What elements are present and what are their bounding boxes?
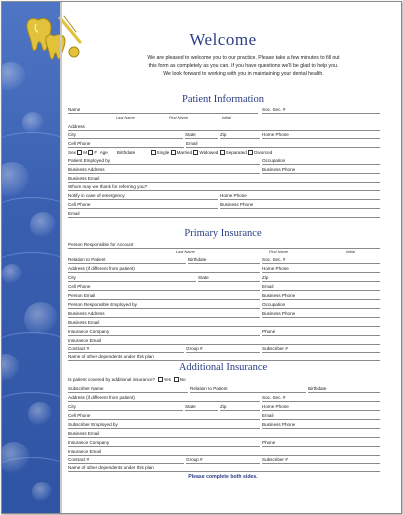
sex-f-label: F — [94, 150, 98, 155]
business-phone-field[interactable] — [262, 167, 380, 174]
business-phone-field[interactable] — [262, 422, 380, 429]
intro-line: We are pleased to welcome you to our practice. Please take a few minutes to fill out — [147, 55, 340, 61]
business-address-label: Business Address — [68, 311, 105, 316]
single-checkbox[interactable] — [151, 150, 156, 155]
footer-note: Please complete both sides. — [188, 474, 258, 480]
group-number-field[interactable] — [186, 457, 260, 464]
ssn-label: Soc. Sec. # — [262, 257, 286, 262]
contract-number-label: Contract # — [68, 457, 90, 462]
address-field[interactable] — [68, 124, 380, 131]
yes-checkbox[interactable] — [158, 377, 163, 382]
wave-decoration — [2, 457, 60, 488]
yes-label: Yes — [163, 377, 172, 382]
birthdate-field[interactable] — [188, 257, 260, 264]
dependents-field[interactable] — [68, 465, 380, 472]
separated-label: Separated — [225, 150, 247, 155]
person-email-label: Person Email — [68, 293, 96, 298]
bubble-decoration — [2, 162, 30, 198]
home-phone-field[interactable] — [262, 404, 380, 411]
emergency-business-phone-label: Business Phone — [220, 202, 254, 207]
sex-label: Sex — [68, 150, 76, 155]
insurance-email-label: Insurance Email — [68, 449, 101, 454]
address-label: Address — [68, 124, 85, 129]
zip-field[interactable] — [220, 404, 260, 411]
insurance-email-label: Insurance Email — [68, 338, 101, 343]
bubble-decoration — [2, 62, 26, 92]
first-name-caption: First Name — [269, 249, 289, 254]
zip-label: Zip — [220, 132, 227, 137]
city-label: City — [68, 404, 76, 409]
subscriber-number-field[interactable] — [262, 457, 380, 464]
additional-coverage-row — [68, 377, 186, 383]
group-number-label: Group # — [186, 346, 203, 351]
birthdate-label: Birthdate — [188, 257, 207, 262]
first-name-caption: First Name — [169, 115, 189, 120]
business-address-label: Business Address — [68, 167, 105, 172]
wave-decoration — [2, 392, 60, 423]
business-phone-label: Business Phone — [262, 311, 296, 316]
name-label: Name — [68, 107, 81, 112]
person-email-field[interactable] — [68, 293, 260, 300]
city-field[interactable] — [68, 404, 183, 411]
subscriber-name-label: Subscriber Name — [68, 386, 104, 391]
last-name-caption: Last Name — [176, 249, 195, 254]
state-field[interactable] — [185, 404, 218, 411]
business-address-field[interactable] — [68, 311, 260, 318]
occupation-label: Occupation — [262, 158, 286, 163]
wave-decoration — [2, 252, 60, 283]
address-label: Address (if different from patient) — [68, 266, 135, 271]
address-field[interactable] — [68, 266, 260, 273]
separated-checkbox[interactable] — [220, 150, 225, 155]
primary-insurance-heading: Primary Insurance — [184, 228, 262, 239]
phone-label: Phone — [262, 440, 276, 445]
divorced-label: Divorced — [254, 150, 273, 155]
business-email-label: Business Email — [68, 431, 100, 436]
zip-field[interactable] — [262, 275, 380, 282]
sex-marital-row — [68, 150, 272, 156]
initial-caption: Initial — [222, 115, 232, 120]
contract-number-field[interactable] — [68, 457, 184, 464]
emergency-cell-phone-field[interactable] — [68, 202, 218, 209]
business-phone-label: Business Phone — [262, 422, 296, 427]
sex-m-checkbox[interactable] — [77, 150, 82, 155]
emergency-contact-field[interactable] — [68, 193, 218, 200]
no-label: No — [179, 377, 186, 382]
cell-phone-label: Cell Phone — [68, 284, 91, 289]
city-label: City — [68, 275, 76, 280]
single-label: Single — [156, 150, 170, 155]
wave-decoration — [2, 197, 60, 228]
last-name-caption: Last Name — [116, 115, 135, 120]
email-field[interactable] — [186, 141, 380, 148]
responsible-person-label: Person Responsible for Account — [68, 242, 134, 247]
responsible-person-field[interactable] — [68, 242, 380, 249]
employer-label: Subscriber Employed by — [68, 422, 118, 427]
relation-field[interactable] — [68, 257, 186, 264]
wave-decoration — [2, 332, 60, 363]
business-email-field[interactable] — [68, 431, 380, 438]
birthdate-label: Birthdate — [308, 386, 327, 391]
referral-label: Whom may we thank for referring you? — [68, 184, 148, 189]
insurance-company-label: Insurance Company — [68, 329, 110, 334]
emergency-email-label: Email — [68, 211, 80, 216]
state-field[interactable] — [198, 275, 260, 282]
referral-field[interactable] — [68, 184, 380, 191]
no-checkbox[interactable] — [174, 377, 179, 382]
email-label: Email — [262, 284, 274, 289]
zip-field[interactable] — [220, 132, 260, 139]
married-checkbox[interactable] — [171, 150, 176, 155]
home-phone-field[interactable] — [262, 132, 380, 139]
cell-phone-field[interactable] — [68, 141, 184, 148]
employer-field[interactable] — [68, 302, 260, 309]
decorative-sidebar — [2, 2, 60, 513]
business-address-field[interactable] — [68, 167, 260, 174]
home-phone-label: Home Phone — [262, 404, 289, 409]
email-label: Email — [262, 413, 274, 418]
home-phone-label: Home Phone — [262, 132, 289, 137]
city-field[interactable] — [68, 132, 183, 139]
business-phone-label: Business Phone — [262, 167, 296, 172]
subscriber-number-label: Subscriber # — [262, 346, 288, 351]
emergency-home-phone-field[interactable] — [220, 193, 380, 200]
relation-field[interactable] — [190, 386, 306, 393]
business-email-field[interactable] — [68, 320, 380, 327]
subscriber-number-label: Subscriber # — [262, 457, 288, 462]
birthdate-label: Birthdate — [116, 150, 136, 155]
dependents-field[interactable] — [68, 354, 380, 361]
occupation-label: Occupation — [262, 302, 286, 307]
subscriber-number-field[interactable] — [262, 346, 380, 353]
form-sheet — [1, 1, 402, 514]
patient-info-heading: Patient Information — [182, 94, 264, 105]
cell-phone-label: Cell Phone — [68, 141, 91, 146]
zip-label: Zip — [220, 404, 227, 409]
emergency-email-field[interactable] — [68, 211, 380, 218]
phone-field[interactable] — [262, 440, 380, 447]
state-label: State — [185, 132, 196, 137]
coverage-question: Is patient covered by additional insurance? — [68, 377, 156, 382]
bubble-decoration — [22, 112, 44, 134]
emergency-contact-label: Notify in case of emergency — [68, 193, 125, 198]
insurance-company-field[interactable] — [68, 440, 260, 447]
sidebar-divider — [60, 2, 62, 513]
subscriber-name-field[interactable] — [68, 386, 188, 393]
home-phone-label: Home Phone — [262, 266, 289, 271]
welcome-intro — [106, 54, 381, 78]
sex-f-checkbox[interactable] — [88, 150, 93, 155]
address-field[interactable] — [68, 395, 260, 402]
relation-label: Relation to Patient — [190, 386, 228, 391]
email-field[interactable] — [262, 413, 380, 420]
divorced-checkbox[interactable] — [248, 150, 253, 155]
sex-m-label: M — [83, 150, 88, 155]
insurance-email-field[interactable] — [68, 338, 380, 345]
zip-label: Zip — [262, 275, 269, 280]
intro-line: We look forward to working with you in maintaining your dental health. — [163, 71, 324, 77]
emergency-cell-phone-label: Cell Phone — [68, 202, 91, 207]
city-label: City — [68, 132, 76, 137]
ssn-field[interactable] — [262, 107, 380, 114]
form-content — [64, 2, 399, 513]
welcome-title: Welcome — [189, 30, 257, 49]
insurance-company-label: Insurance Company — [68, 440, 110, 445]
ssn-label: Soc. Sec. # — [262, 395, 286, 400]
cell-phone-field[interactable] — [68, 284, 260, 291]
intro-line: this form as completely as you can. If you have questions we'll be glad to help you. — [148, 63, 339, 69]
business-email-label: Business Email — [68, 320, 100, 325]
state-label: State — [185, 404, 196, 409]
business-email-label: Business Email — [68, 176, 100, 181]
widowed-checkbox[interactable] — [193, 150, 198, 155]
emergency-business-phone-field[interactable] — [220, 202, 380, 209]
employer-label: Patient Employed by — [68, 158, 111, 163]
email-field[interactable] — [262, 284, 380, 291]
insurance-email-field[interactable] — [68, 449, 380, 456]
business-email-field[interactable] — [68, 176, 380, 183]
wave-decoration — [2, 132, 60, 163]
phone-label: Phone — [262, 329, 276, 334]
employer-field[interactable] — [68, 158, 260, 165]
employer-field[interactable] — [68, 422, 260, 429]
state-field[interactable] — [185, 132, 218, 139]
dependents-label: Name of other dependents under this plan — [68, 465, 154, 470]
married-label: Married — [176, 150, 193, 155]
business-phone-label: Business Phone — [262, 293, 296, 298]
home-phone-field[interactable] — [262, 266, 380, 273]
insurance-company-field[interactable] — [68, 329, 260, 336]
occupation-field[interactable] — [262, 158, 380, 165]
contract-number-label: Contract # — [68, 346, 90, 351]
address-label: Address (if different from patient) — [68, 395, 135, 400]
dependents-label: Name of other dependents under this plan — [68, 354, 154, 359]
state-label: State — [198, 275, 209, 280]
name-field[interactable] — [68, 107, 258, 114]
ssn-field[interactable] — [262, 395, 380, 402]
occupation-field[interactable] — [262, 302, 380, 309]
contract-number-field[interactable] — [68, 346, 184, 353]
group-number-field[interactable] — [186, 346, 260, 353]
business-phone-field[interactable] — [262, 293, 380, 300]
cell-phone-label: Cell Phone — [68, 413, 91, 418]
ssn-field[interactable] — [262, 257, 380, 264]
phone-field[interactable] — [262, 329, 380, 336]
group-number-label: Group # — [186, 457, 203, 462]
widowed-label: Widowed — [199, 150, 219, 155]
business-phone-field-2[interactable] — [262, 311, 380, 318]
employer-label: Person Responsible Employed by — [68, 302, 137, 307]
relation-label: Relation to Patient — [68, 257, 106, 262]
age-label: Age — [99, 150, 108, 155]
birthdate-field[interactable] — [308, 386, 380, 393]
initial-caption: Initial — [346, 249, 356, 254]
cell-phone-field[interactable] — [68, 413, 260, 420]
additional-insurance-heading: Additional Insurance — [178, 362, 268, 373]
city-field[interactable] — [68, 275, 196, 282]
email-label: Email — [186, 141, 198, 146]
ssn-label: Soc. Sec. # — [262, 107, 286, 112]
emergency-home-phone-label: Home Phone — [220, 193, 247, 198]
bubble-decoration — [24, 302, 58, 336]
